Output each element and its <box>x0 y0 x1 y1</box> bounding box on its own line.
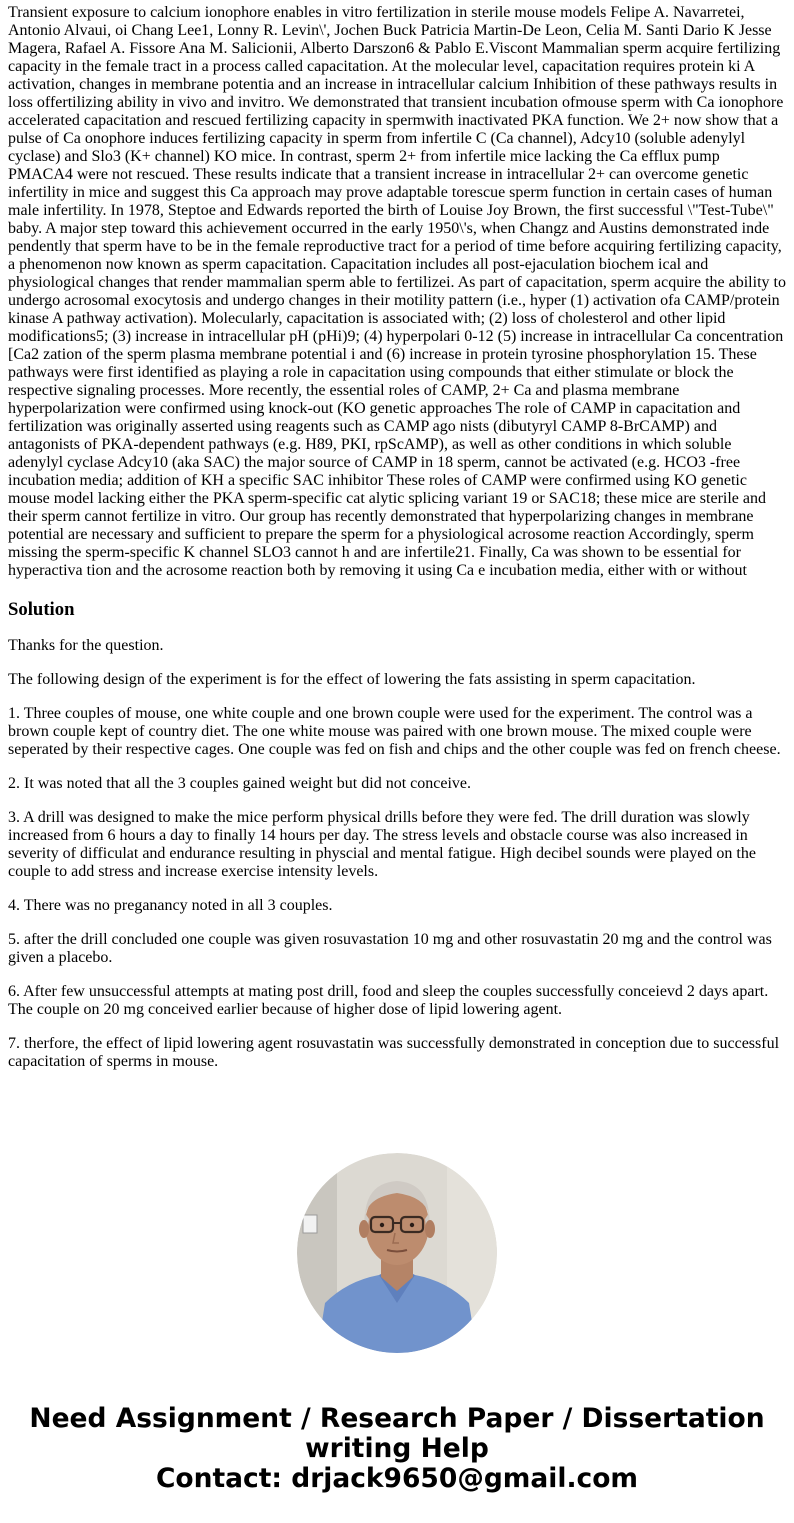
answer-paragraph: 4. There was no preganancy noted in all 3 couples. <box>8 897 333 914</box>
promo-line: Need Assignment / Research Paper / Dissertation <box>29 1403 765 1434</box>
avatar-photo <box>297 1153 497 1353</box>
solution-heading: Solution <box>8 599 75 620</box>
answer-paragraph: 3. A drill was designed to make the mice perform physical drills before they were fed. The drill duration was slowly increased from 6 hours a day to finally 14 hours per day. The stress levels and obstacle course was also increased in severity of difficulat and endurance resulting in physcial and mental fatigue. High decibel sounds were played on the couple to add stress and increase exercise intensity levels. <box>8 809 756 880</box>
answer-paragraph: 6. After few unsuccessful attempts at mating post drill, food and sleep the couples successfully conceievd 2 days apart. The couple on 20 mg conceived earlier because of higher dose of lipid lowering agent. <box>8 983 769 1018</box>
answer-paragraph: The following design of the experiment is for the effect of lowering the fats assisting in sperm capacitation. <box>8 671 696 688</box>
answer-paragraph: 1. Three couples of mouse, one white couple and one brown couple were used for the experiment. The control was a brown couple kept of country diet. The one white mouse was paired with one brown mouse. The mixed couple were seperated by their respective cages. One couple was fed on fish and chips and the other couple was fed on french cheese. <box>8 705 781 758</box>
solution-body <box>8 637 786 1071</box>
promo-banner <box>0 1404 794 1494</box>
answer-paragraph: Thanks for the question. <box>8 637 164 654</box>
answer-paragraph: 5. after the drill concluded one couple was given rosuvastation 10 mg and other rosuvastatin 20 mg and the control was given a placebo. <box>8 931 772 966</box>
answer-paragraph: 2. It was noted that all the 3 couples gained weight but did not conceive. <box>8 775 471 792</box>
promo-contact: Contact: drjack9650@gmail.com <box>155 1463 639 1494</box>
promo-line: writing Help <box>305 1433 489 1464</box>
answer-signoff: 7. therfore, the effect of lipid lowering agent rosuvastatin was successfully demonstrated in conception due to successful capacitation of sperms in mouse. <box>8 1035 780 1070</box>
tutor-avatar <box>297 1153 497 1353</box>
question-text: Transient exposure to calcium ionophore enables in vitro fertilization in sterile mouse models Felipe A. Navarretei, Antonio Alvaui, oi Chang Lee1, Lonny R. Levin\', Jochen Buck Patricia Martin-De Leon, Celia M. Santi Dario K Jesse Magera, Rafael A. Fissore Ana M. Salicionii, Alberto Darszon6 & Pablo E.Viscont Mammalian sperm acquire fertilizing capacity in the female tract in a process called capacitation. At the molecular level, capacitation requires protein ki A activation, changes in membrane potentia and an increase in intracellular calcium Inhibition of these pathways results in loss offertilizing ability in vivo and invitro. We demonstrated that transient incubation ofmouse sperm with Ca ionophore accelerated capacitation and rescued fertilizing capacity in spermwith inactivated PKA function. We 2+ now show that a pulse of Ca onophore induces fertilizing capacity in sperm from infertile C (Ca channel), Adcy10 (soluble adenylyl cyclase) and Slo3 (K+ channel) KO mice. In contrast, sperm 2+ from infertile mice lacking the Ca efflux pump PMACA4 were not rescued. These results indicate that a transient increase in intracellular 2+ can overcome genetic infertility in mice and suggest this Ca approach may prove adaptable torescue sperm function in certain cases of human male infertility. In 1978, Steptoe and Edwards reported the birth of Louise Joy Brown, the first successful \"Test-Tube\" baby. A major step toward this achievement occurred in the early 1950\'s, when Changz and Austins demonstrated inde pendently that sperm have to be in the female reproductive tract for a period of time before acquiring fertilizing capacity, a phenomenon now known as sperm capacitation. Capacitation includes all post-ejaculation biochem ical and physiological changes that render mammalian sperm able to fertilizei. As part of capacitation, sperm acquire the ability to undergo acrosomal exocytosis and undergo changes in their motility pattern (i.e., hyper (1) activation ofa CAMP/protein kinase A pathway activation). Molecularly, capacitation is associated with; (2) loss of cholesterol and other lipid modifications5; (3) increase in intracellular pH (pHi)9; (4) hyperpolari 0-12 (5) increase in intracellular Ca concentration [Ca2 zation of the sperm plasma membrane potential i and (6) increase in protein tyrosine phosphorylation 15. These pathways were first identified as playing a role in capacitation using compounds that either stimulate or block the respective signaling processes. More recently, the essential roles of CAMP, 2+ Ca and plasma membrane hyperpolarization were confirmed using knock-out (KO genetic approaches The role of CAMP in capacitation and fertilization was originally asserted using reagents such as CAMP ago nists (dibutyryl CAMP 8-BrCAMP) and antagonists of PKA-dependent pathways (e.g. H89, PKI, rpScAMP), as well as other conditions in which soluble adenylyl cyclase Adcy10 (aka SAC) the major source of CAMP in 18 sperm, cannot be activated (e.g. HCO3 -free incubation media; addition of KH a specific SAC inhibitor These roles of CAMP were confirmed using KO genetic mouse model lacking either the PKA sperm-specific cat alytic splicing variant 19 or SAC18; these mice are sterile and their sperm cannot fertilize in vitro. Our group has recently demonstrated that hyperpolarizing changes in membrane potential are necessary and sufficient to prepare the sperm for a physiological acrosome reaction Accordingly, sperm missing the sperm-specific K channel SLO3 cannot h and are infertile21. Finally, Ca was shown to be essential for hyperactiva tion and the acrosome reaction both by removing it using Ca e incubation media, either with or without <box>8 4 786 579</box>
